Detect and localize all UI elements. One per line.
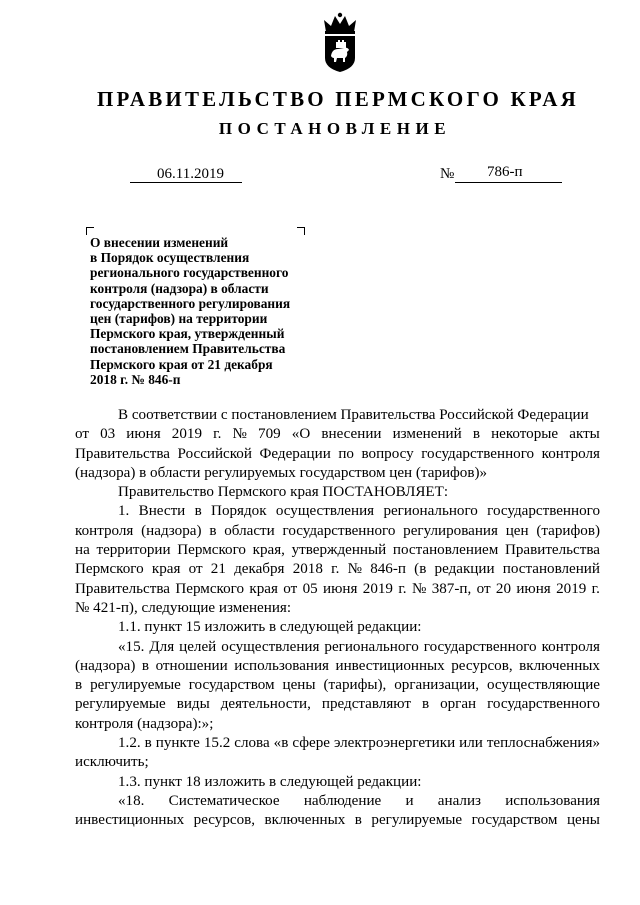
body-word: (тарифов) bbox=[536, 522, 600, 539]
body-word: в bbox=[75, 677, 83, 694]
subject-bracket-right bbox=[297, 227, 305, 235]
body-word: цен bbox=[505, 522, 529, 539]
body-word: от bbox=[75, 426, 89, 443]
body-word: цены bbox=[566, 812, 600, 829]
body-word: государственного bbox=[487, 503, 600, 520]
body-word: в bbox=[472, 426, 480, 443]
body-line bbox=[75, 734, 600, 753]
body-line bbox=[75, 445, 600, 464]
body-line: В соответствии с постановлением Правительства Российской Федерации bbox=[118, 407, 589, 423]
body-word: пункте bbox=[155, 735, 200, 752]
body-word: (тарифы), bbox=[323, 677, 387, 694]
body-word: 2018 bbox=[292, 561, 323, 578]
body-word: г. bbox=[591, 580, 600, 597]
organization-title: ПРАВИТЕЛЬСТВО ПЕРМСКОГО КРАЯ bbox=[96, 87, 579, 111]
body-word: использования bbox=[234, 657, 329, 674]
body-word: «18. bbox=[118, 792, 145, 809]
body-line bbox=[75, 541, 600, 560]
body-word: «15. bbox=[118, 638, 145, 655]
body-word: № bbox=[232, 426, 247, 443]
document-type: ПОСТАНОВЛЕНИЕ bbox=[218, 119, 452, 138]
body-word: № bbox=[411, 580, 427, 597]
body-word: на bbox=[75, 542, 90, 559]
body-word: ресурсов, bbox=[451, 657, 513, 674]
body-word: некоторые bbox=[491, 426, 559, 443]
body-word: в bbox=[144, 735, 152, 752]
body-word: г. bbox=[398, 580, 407, 597]
body-text bbox=[75, 406, 600, 831]
body-word: инвестиционных bbox=[335, 657, 445, 674]
body-word: 2019 bbox=[362, 580, 393, 597]
body-word: государственного bbox=[421, 445, 535, 462]
number-underline bbox=[455, 182, 562, 183]
body-word: организации, bbox=[394, 677, 480, 694]
body-word: ресурсов, bbox=[193, 812, 256, 829]
body-word: Пермского bbox=[75, 561, 144, 578]
body-word: представляют bbox=[321, 696, 411, 713]
body-word: теплоснабжения» bbox=[486, 735, 600, 752]
body-word: 15.2 bbox=[203, 735, 231, 752]
body-word: 1. bbox=[118, 503, 130, 520]
body-word: Пермского bbox=[177, 542, 246, 559]
body-word: 846-п bbox=[370, 561, 406, 578]
body-word: электроэнергетики bbox=[333, 735, 456, 752]
body-word: контроля bbox=[75, 522, 134, 539]
body-line bbox=[75, 560, 600, 579]
body-word: Для bbox=[149, 638, 175, 655]
subject-line: в Порядок осуществления bbox=[90, 250, 250, 266]
body-word: от bbox=[188, 561, 203, 578]
body-line: контроля (надзора):»; bbox=[75, 715, 214, 732]
body-word: в bbox=[209, 522, 217, 539]
body-line: 1.3. пункт 18 изложить в следующей редакции: bbox=[118, 773, 422, 790]
body-word: июня bbox=[126, 426, 161, 443]
body-word: в bbox=[421, 696, 430, 713]
body-word: 709 bbox=[258, 426, 281, 443]
body-word: сфере bbox=[292, 735, 330, 752]
body-line: (надзора) в области регулируемых государством цен (тарифов)» bbox=[75, 464, 488, 481]
body-word: утвержденный bbox=[291, 542, 387, 559]
body-line: 1.1. пункт 15 изложить в следующей редакции: bbox=[118, 619, 422, 636]
body-line bbox=[75, 811, 600, 830]
body-word: по bbox=[338, 445, 354, 462]
body-word: осуществления bbox=[275, 503, 375, 520]
body-word: Правительства bbox=[75, 445, 170, 462]
body-word: июня bbox=[323, 580, 358, 597]
body-word: осуществляющие bbox=[486, 677, 600, 694]
body-word: Федерации bbox=[259, 445, 331, 462]
number-label: № bbox=[440, 166, 455, 182]
body-word: постановлением bbox=[392, 542, 499, 559]
body-word: края bbox=[151, 561, 181, 578]
body-word: слова bbox=[234, 735, 270, 752]
body-word: вопросу bbox=[361, 445, 414, 462]
date-underline bbox=[130, 182, 242, 183]
subject-line: цен (тарифов) на территории bbox=[90, 311, 268, 327]
body-word: г. bbox=[213, 426, 222, 443]
body-word: регулируемые bbox=[90, 677, 181, 694]
body-word: г. bbox=[331, 561, 340, 578]
perm-krai-coat-of-arms bbox=[318, 12, 362, 74]
body-word: Пермского bbox=[175, 580, 245, 597]
body-word: использования bbox=[505, 792, 600, 809]
body-word: внесении bbox=[321, 426, 382, 443]
subject-bracket-left bbox=[86, 227, 94, 235]
body-word: 03 bbox=[100, 426, 116, 443]
body-word: (надзора) bbox=[141, 522, 202, 539]
body-word: Правительства bbox=[504, 542, 600, 559]
body-word: виды bbox=[176, 696, 210, 713]
body-word: территории bbox=[96, 542, 171, 559]
body-word: 21 bbox=[210, 561, 226, 578]
body-word: (в bbox=[414, 561, 427, 578]
body-word: или bbox=[459, 735, 483, 752]
body-word: Внести bbox=[138, 503, 186, 520]
body-word: инвестиционных bbox=[75, 812, 185, 829]
body-word: 2019 bbox=[171, 426, 202, 443]
body-word: «в bbox=[273, 735, 289, 752]
body-word: Порядок bbox=[211, 503, 267, 520]
subject-line: государственного регулирования bbox=[90, 295, 291, 311]
body-word: государством bbox=[188, 677, 275, 694]
body-word: декабря bbox=[234, 561, 285, 578]
body-word: деятельности, bbox=[220, 696, 311, 713]
body-word: Систематическое bbox=[168, 792, 280, 809]
body-line bbox=[75, 657, 600, 676]
body-word: государственного bbox=[487, 696, 600, 713]
body-word: государственного bbox=[423, 638, 537, 655]
subject-line: Пермского края от 21 декабря bbox=[90, 356, 273, 372]
body-word: включенных bbox=[264, 812, 346, 829]
body-word: контроля bbox=[541, 638, 600, 655]
body-line bbox=[75, 695, 600, 714]
body-word: Российской bbox=[177, 445, 252, 462]
body-word: в bbox=[194, 503, 202, 520]
body-word: целей bbox=[179, 638, 217, 655]
body-word: края bbox=[249, 580, 278, 597]
body-word: контроля bbox=[541, 445, 600, 462]
subject-line: постановлением Правительства bbox=[90, 341, 286, 357]
body-word: цены bbox=[282, 677, 316, 694]
body-line: Правительство Пермского края ПОСТАНОВЛЯЕТ: bbox=[118, 484, 449, 501]
body-word: июня bbox=[516, 580, 551, 597]
body-word: от bbox=[283, 580, 298, 597]
body-word: осуществления bbox=[221, 638, 320, 655]
body-word: регулируемые bbox=[75, 696, 166, 713]
body-word: постановлений bbox=[502, 561, 600, 578]
body-word: 387-п, bbox=[431, 580, 472, 597]
body-word: области bbox=[224, 522, 275, 539]
body-word: отношении bbox=[155, 657, 228, 674]
body-word: анализ bbox=[437, 792, 481, 809]
body-line bbox=[75, 792, 600, 811]
body-word: редакции bbox=[434, 561, 495, 578]
body-word: регулируемые bbox=[371, 812, 463, 829]
body-line bbox=[75, 638, 600, 657]
body-line bbox=[75, 676, 600, 695]
subject-block bbox=[90, 235, 340, 387]
body-word: 2019 bbox=[556, 580, 587, 597]
document-date: 06.11.2019 bbox=[157, 166, 224, 182]
body-word: в bbox=[141, 657, 150, 674]
document-number: 786-п bbox=[487, 164, 523, 180]
body-line bbox=[75, 522, 600, 541]
body-word: изменений bbox=[392, 426, 462, 443]
subject-line: О внесении изменений bbox=[90, 235, 229, 250]
body-word: государством bbox=[471, 812, 558, 829]
subject-line: контроля (надзора) в области bbox=[90, 280, 269, 296]
body-word: края, bbox=[252, 542, 285, 559]
body-word: в bbox=[354, 812, 362, 829]
body-word: наблюдение bbox=[303, 792, 382, 809]
body-word: 05 bbox=[302, 580, 318, 597]
body-line bbox=[75, 580, 600, 599]
body-line bbox=[75, 425, 600, 444]
body-word: акты bbox=[569, 426, 600, 443]
body-word: включенных bbox=[519, 657, 600, 674]
body-line: исключить; bbox=[75, 754, 149, 771]
body-word: регионального bbox=[324, 638, 419, 655]
body-word: от bbox=[476, 580, 491, 597]
body-word: (надзора) bbox=[75, 657, 136, 674]
subject-line: 2018 г. № 846-п bbox=[90, 371, 181, 387]
subject-line: регионального государственного bbox=[90, 265, 289, 281]
body-word: регионального bbox=[383, 503, 478, 520]
body-word: Правительства bbox=[75, 580, 170, 597]
body-word: государственного bbox=[282, 522, 396, 539]
body-word: «О bbox=[291, 426, 311, 443]
body-word: 1.2. bbox=[118, 735, 141, 752]
body-word: орган bbox=[440, 696, 477, 713]
body-word: 20 bbox=[495, 580, 511, 597]
body-word: № bbox=[347, 561, 362, 578]
body-word: регулирования bbox=[403, 522, 498, 539]
subject-line: Пермского края, утвержденный bbox=[90, 326, 285, 342]
body-line bbox=[75, 502, 600, 521]
body-word: и bbox=[405, 792, 414, 809]
body-line: № 421-п), следующие изменения: bbox=[75, 599, 292, 616]
